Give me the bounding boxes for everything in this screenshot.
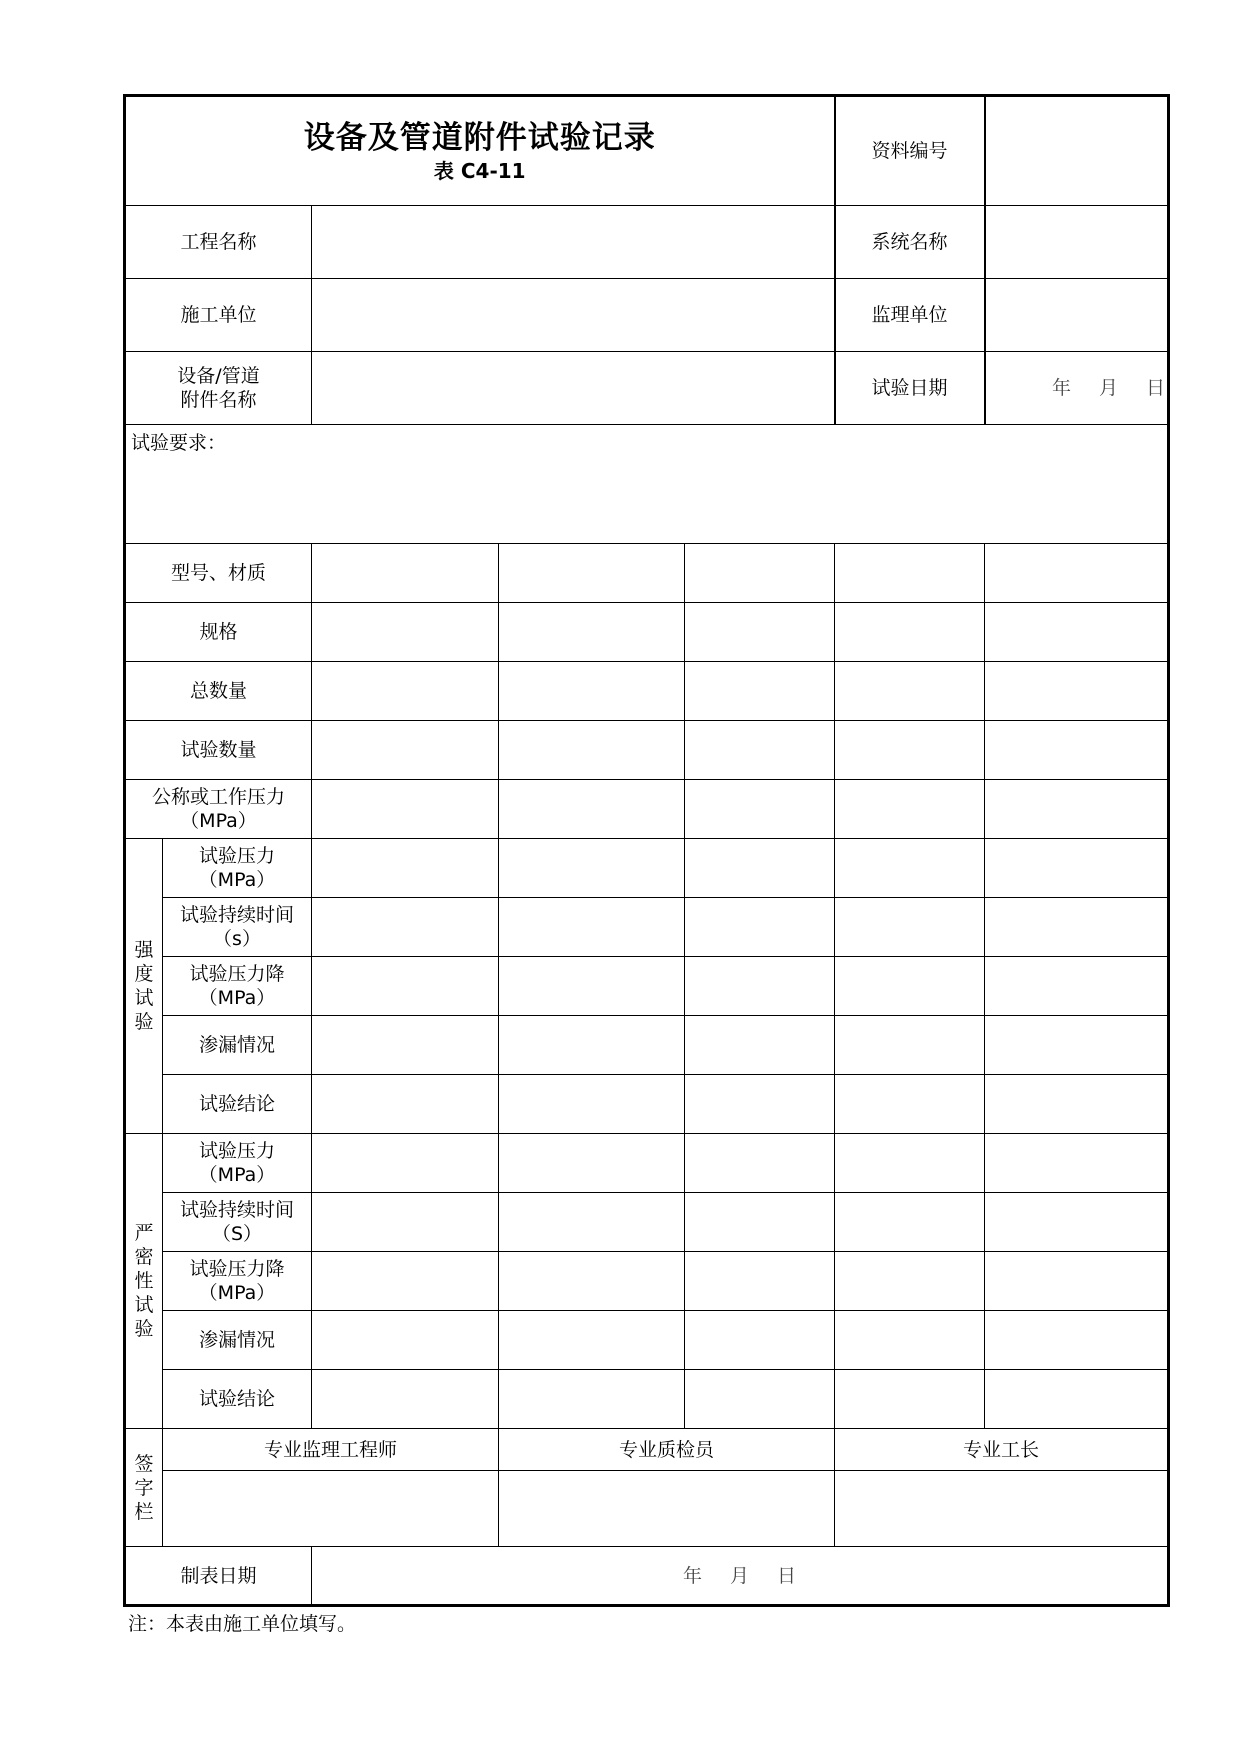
data-cell[interactable] — [835, 957, 985, 1016]
table-row — [125, 1134, 1169, 1193]
data-cell[interactable] — [835, 603, 985, 662]
data-cell[interactable] — [499, 898, 685, 957]
supervising-engineer-label: 专业监理工程师 — [163, 1429, 499, 1471]
data-cell[interactable] — [499, 544, 685, 603]
table-row — [125, 898, 1169, 957]
data-cell[interactable] — [499, 1193, 685, 1252]
data-cell[interactable] — [312, 898, 499, 957]
table-row — [125, 544, 1169, 603]
data-cell[interactable] — [985, 721, 1169, 780]
data-cell[interactable] — [985, 1134, 1169, 1193]
row-label: 试验持续时间 （S） — [163, 1193, 312, 1252]
strength-test-group-label: 强 度 试 验 — [125, 839, 163, 1134]
data-cell[interactable] — [985, 957, 1169, 1016]
data-cell[interactable] — [985, 662, 1169, 721]
data-cell[interactable] — [312, 1134, 499, 1193]
data-cell[interactable] — [312, 1075, 499, 1134]
data-cell[interactable] — [685, 1016, 835, 1075]
tightness-test-group-label: 严 密 性 试 验 — [125, 1134, 163, 1429]
data-cell[interactable] — [499, 957, 685, 1016]
data-cell[interactable] — [685, 1193, 835, 1252]
table-row — [125, 1193, 1169, 1252]
data-cell[interactable] — [499, 1134, 685, 1193]
supervisor-label: 监理单位 — [835, 279, 985, 352]
table-row — [125, 839, 1169, 898]
data-cell[interactable] — [985, 839, 1169, 898]
data-cell[interactable] — [835, 1252, 985, 1311]
test-requirements-label: 试验要求： — [131, 432, 227, 454]
foreman-label: 专业工长 — [835, 1429, 1169, 1471]
row-label: 公称或工作压力 （MPa） — [125, 780, 312, 839]
data-cell[interactable] — [312, 544, 499, 603]
data-cell[interactable] — [312, 1252, 499, 1311]
data-cell[interactable] — [985, 1016, 1169, 1075]
footnote: 注：本表由施工单位填写。 — [128, 1613, 357, 1635]
table-row — [125, 721, 1169, 780]
data-cell[interactable] — [835, 721, 985, 780]
data-cell[interactable] — [835, 544, 985, 603]
quality-inspector-label: 专业质检员 — [499, 1429, 835, 1471]
date-year: 年 — [683, 1564, 703, 1587]
row-label: 试验结论 — [163, 1370, 312, 1429]
doc-no-value[interactable] — [985, 96, 1169, 206]
data-cell[interactable] — [835, 1193, 985, 1252]
data-cell[interactable] — [985, 1193, 1169, 1252]
data-cell[interactable] — [312, 1193, 499, 1252]
data-cell[interactable] — [685, 1311, 835, 1370]
data-cell[interactable] — [312, 839, 499, 898]
row-label: 试验数量 — [125, 721, 312, 780]
data-cell[interactable] — [312, 780, 499, 839]
foreman-signature[interactable] — [835, 1471, 1169, 1547]
table-row — [125, 1075, 1169, 1134]
data-cell[interactable] — [685, 603, 835, 662]
data-cell[interactable] — [985, 780, 1169, 839]
test-date-label: 试验日期 — [835, 352, 985, 425]
data-cell[interactable] — [499, 1075, 685, 1134]
doc-no-label: 资料编号 — [835, 96, 985, 206]
data-cell[interactable] — [499, 1311, 685, 1370]
supervising-engineer-signature[interactable] — [163, 1471, 499, 1547]
table-row — [125, 603, 1169, 662]
data-cell[interactable] — [685, 662, 835, 721]
data-cell[interactable] — [685, 898, 835, 957]
document-title: 设备及管道附件试验记录 — [303, 120, 656, 156]
data-cell[interactable] — [312, 603, 499, 662]
row-label: 渗漏情况 — [163, 1016, 312, 1075]
date-day: 日 — [777, 1564, 797, 1587]
row-label: 渗漏情况 — [163, 1311, 312, 1370]
table-row — [125, 1252, 1169, 1311]
row-label: 总数量 — [125, 662, 312, 721]
data-cell[interactable] — [985, 1311, 1169, 1370]
contractor-label: 施工单位 — [125, 279, 312, 352]
row-label: 试验压力降 （MPa） — [163, 1252, 312, 1311]
data-cell[interactable] — [835, 662, 985, 721]
quality-inspector-signature[interactable] — [499, 1471, 835, 1547]
data-cell[interactable] — [835, 898, 985, 957]
date-day: 日 — [1146, 377, 1166, 399]
data-cell[interactable] — [835, 1370, 985, 1429]
project-name-value[interactable] — [312, 206, 835, 279]
signature-group-label: 签 字 栏 — [125, 1429, 163, 1547]
made-date-label: 制表日期 — [125, 1547, 312, 1606]
data-cell[interactable] — [312, 957, 499, 1016]
data-cell[interactable] — [835, 1075, 985, 1134]
title-cell — [125, 96, 835, 206]
row-label: 试验压力 （MPa） — [163, 1134, 312, 1193]
row-label: 型号、材质 — [125, 544, 312, 603]
date-month: 月 — [730, 1564, 750, 1587]
row-label: 试验结论 — [163, 1075, 312, 1134]
data-cell[interactable] — [312, 1370, 499, 1429]
data-cell[interactable] — [685, 839, 835, 898]
system-name-label: 系统名称 — [835, 206, 985, 279]
data-cell[interactable] — [312, 1016, 499, 1075]
table-row — [125, 957, 1169, 1016]
data-cell[interactable] — [685, 780, 835, 839]
test-requirements[interactable] — [125, 425, 1169, 544]
row-label: 试验压力降 （MPa） — [163, 957, 312, 1016]
data-cell[interactable] — [985, 544, 1169, 603]
data-cell[interactable] — [985, 1075, 1169, 1134]
data-cell[interactable] — [499, 1016, 685, 1075]
data-cell[interactable] — [312, 662, 499, 721]
contractor-value[interactable] — [312, 279, 835, 352]
project-name-label: 工程名称 — [125, 206, 312, 279]
data-cell[interactable] — [835, 1311, 985, 1370]
row-label: 试验持续时间 （s） — [163, 898, 312, 957]
data-cell[interactable] — [985, 603, 1169, 662]
made-date-value[interactable] — [312, 1547, 1169, 1606]
test-record-table — [123, 94, 1170, 1607]
data-cell[interactable] — [499, 603, 685, 662]
data-cell[interactable] — [499, 1252, 685, 1311]
data-cell[interactable] — [312, 1311, 499, 1370]
data-cell[interactable] — [499, 662, 685, 721]
data-cell[interactable] — [499, 839, 685, 898]
form-code: 表 C4-11 — [433, 159, 526, 183]
data-cell[interactable] — [499, 1370, 685, 1429]
data-cell[interactable] — [835, 1016, 985, 1075]
data-cell[interactable] — [985, 1370, 1169, 1429]
data-cell[interactable] — [685, 1370, 835, 1429]
item-name-value[interactable] — [312, 352, 835, 425]
item-name-label-line2: 附件名称 — [180, 389, 257, 411]
data-cell[interactable] — [499, 780, 685, 839]
table-row — [125, 1370, 1169, 1429]
table-row — [125, 1311, 1169, 1370]
table-row — [125, 1016, 1169, 1075]
item-name-label-line1: 设备/管道 — [177, 365, 260, 387]
date-year: 年 — [1052, 377, 1072, 399]
data-cell[interactable] — [685, 544, 835, 603]
data-cell[interactable] — [985, 898, 1169, 957]
data-cell[interactable] — [835, 839, 985, 898]
date-month: 月 — [1099, 377, 1119, 399]
data-cell[interactable] — [499, 721, 685, 780]
data-cell[interactable] — [985, 1252, 1169, 1311]
item-name-label — [125, 352, 312, 425]
data-cell[interactable] — [685, 1252, 835, 1311]
table-row — [125, 780, 1169, 839]
data-cell[interactable] — [685, 1075, 835, 1134]
test-date-value[interactable] — [985, 352, 1169, 425]
supervisor-value[interactable] — [985, 279, 1169, 352]
data-cell[interactable] — [685, 721, 835, 780]
data-cell[interactable] — [685, 957, 835, 1016]
data-cell[interactable] — [835, 1134, 985, 1193]
row-label: 规格 — [125, 603, 312, 662]
row-label: 试验压力 （MPa） — [163, 839, 312, 898]
data-cell[interactable] — [312, 721, 499, 780]
system-name-value[interactable] — [985, 206, 1169, 279]
data-cell[interactable] — [835, 780, 985, 839]
table-row — [125, 662, 1169, 721]
data-cell[interactable] — [685, 1134, 835, 1193]
